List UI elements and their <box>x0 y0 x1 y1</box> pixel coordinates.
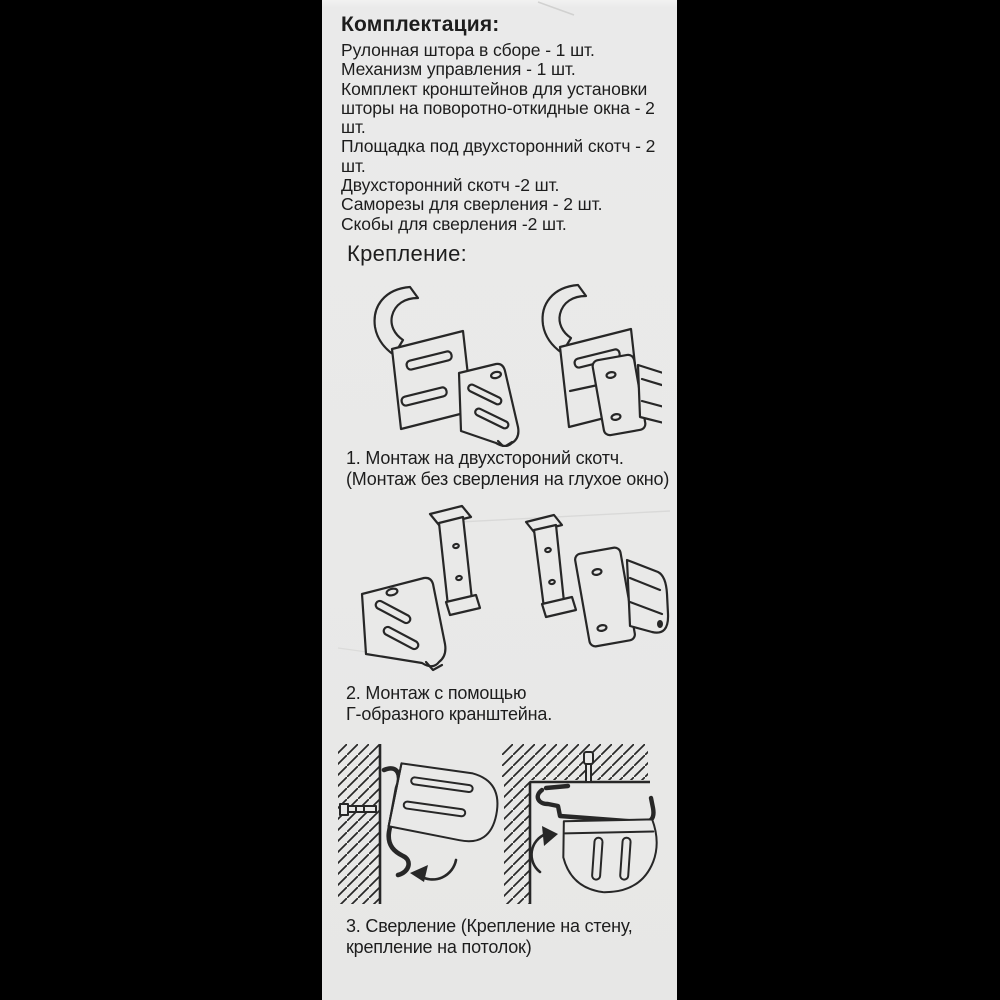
parts-list-line: Комплект кронштейнов для установки <box>341 78 648 99</box>
wall-mount-drawing <box>338 744 502 904</box>
bracket <box>459 364 518 446</box>
hook-hole <box>545 547 551 552</box>
mounting-heading: Крепление: <box>347 241 468 266</box>
ceiling-bracket-profile <box>538 790 654 822</box>
ceiling-hatching <box>502 744 648 780</box>
bracket-tip-detail <box>657 620 663 628</box>
bracket-hole <box>592 568 602 575</box>
parts-list-line: Двухсторонний скотч -2 шт. <box>341 175 560 196</box>
l-bracket-and-clamp-right <box>526 515 668 647</box>
bracket-hole <box>611 413 621 420</box>
cassette-slot <box>620 837 631 879</box>
drilling-wall-and-ceiling-illustration <box>336 744 662 906</box>
step1-caption <box>346 448 669 489</box>
adhesive-pad-with-bracket-right <box>543 285 662 436</box>
cassette-housing <box>559 813 658 895</box>
step3-caption-line1: 3. Сверление (Крепление на стену, <box>346 916 633 936</box>
hook-bar <box>439 517 472 606</box>
parts-list-line: Механизм управления - 1 шт. <box>341 59 576 80</box>
cassette-slot <box>592 837 603 879</box>
hook-hole <box>456 575 462 580</box>
parts-list-line: Площадка под двухсторонний скотч - 2 шт. <box>341 136 656 176</box>
parts-list-line: Скобы для сверления -2 шт. <box>341 213 567 234</box>
parts-list-heading: Комплектация: <box>341 13 500 36</box>
l-bracket-and-clamp-left <box>362 506 480 670</box>
adhesive-pad-with-bracket-left <box>375 287 519 447</box>
parts-list-line: шторы на поворотно-откидные окна - 2 шт. <box>341 97 655 138</box>
ceiling-mount-drawing <box>502 744 658 904</box>
step1-caption-line1: 1. Монтаж на двухстороний скотч. <box>346 448 624 468</box>
bracket-hole <box>606 371 616 378</box>
parts-list-line: Саморезы для сверления - 2 шт. <box>341 194 603 215</box>
screw-head <box>340 804 348 815</box>
bracket-hole <box>597 624 607 631</box>
instruction-paper <box>322 0 677 1000</box>
parts-list-line: Рулонная штора в сборе - 1 шт. <box>341 40 595 60</box>
step3-caption-line2: крепление на потолок) <box>346 936 532 957</box>
step2-caption-line1: 2. Монтаж с помощью <box>346 683 527 703</box>
rotation-arrow-head <box>542 826 558 846</box>
step2-caption-line2: Г-образного кранштейна. <box>346 703 553 724</box>
screw-shaft <box>586 764 591 782</box>
brackets-on-adhesive-pads-illustration <box>340 281 662 447</box>
l-shaped-hook-brackets-illustration <box>334 502 670 680</box>
step3-caption <box>346 916 633 957</box>
wall-hatching <box>504 780 530 904</box>
screw-head <box>584 752 593 764</box>
ceiling-bracket-rail <box>546 786 568 788</box>
screw-shaft <box>348 806 376 812</box>
step1-caption-line2: (Монтаж без сверления на глухое окно) <box>346 468 670 489</box>
step2-caption <box>346 683 552 724</box>
hook-hole <box>453 543 459 548</box>
hook-bar <box>534 525 564 608</box>
hook-hole <box>549 579 555 584</box>
wall-hatching <box>338 744 380 904</box>
parts-list <box>341 41 677 234</box>
